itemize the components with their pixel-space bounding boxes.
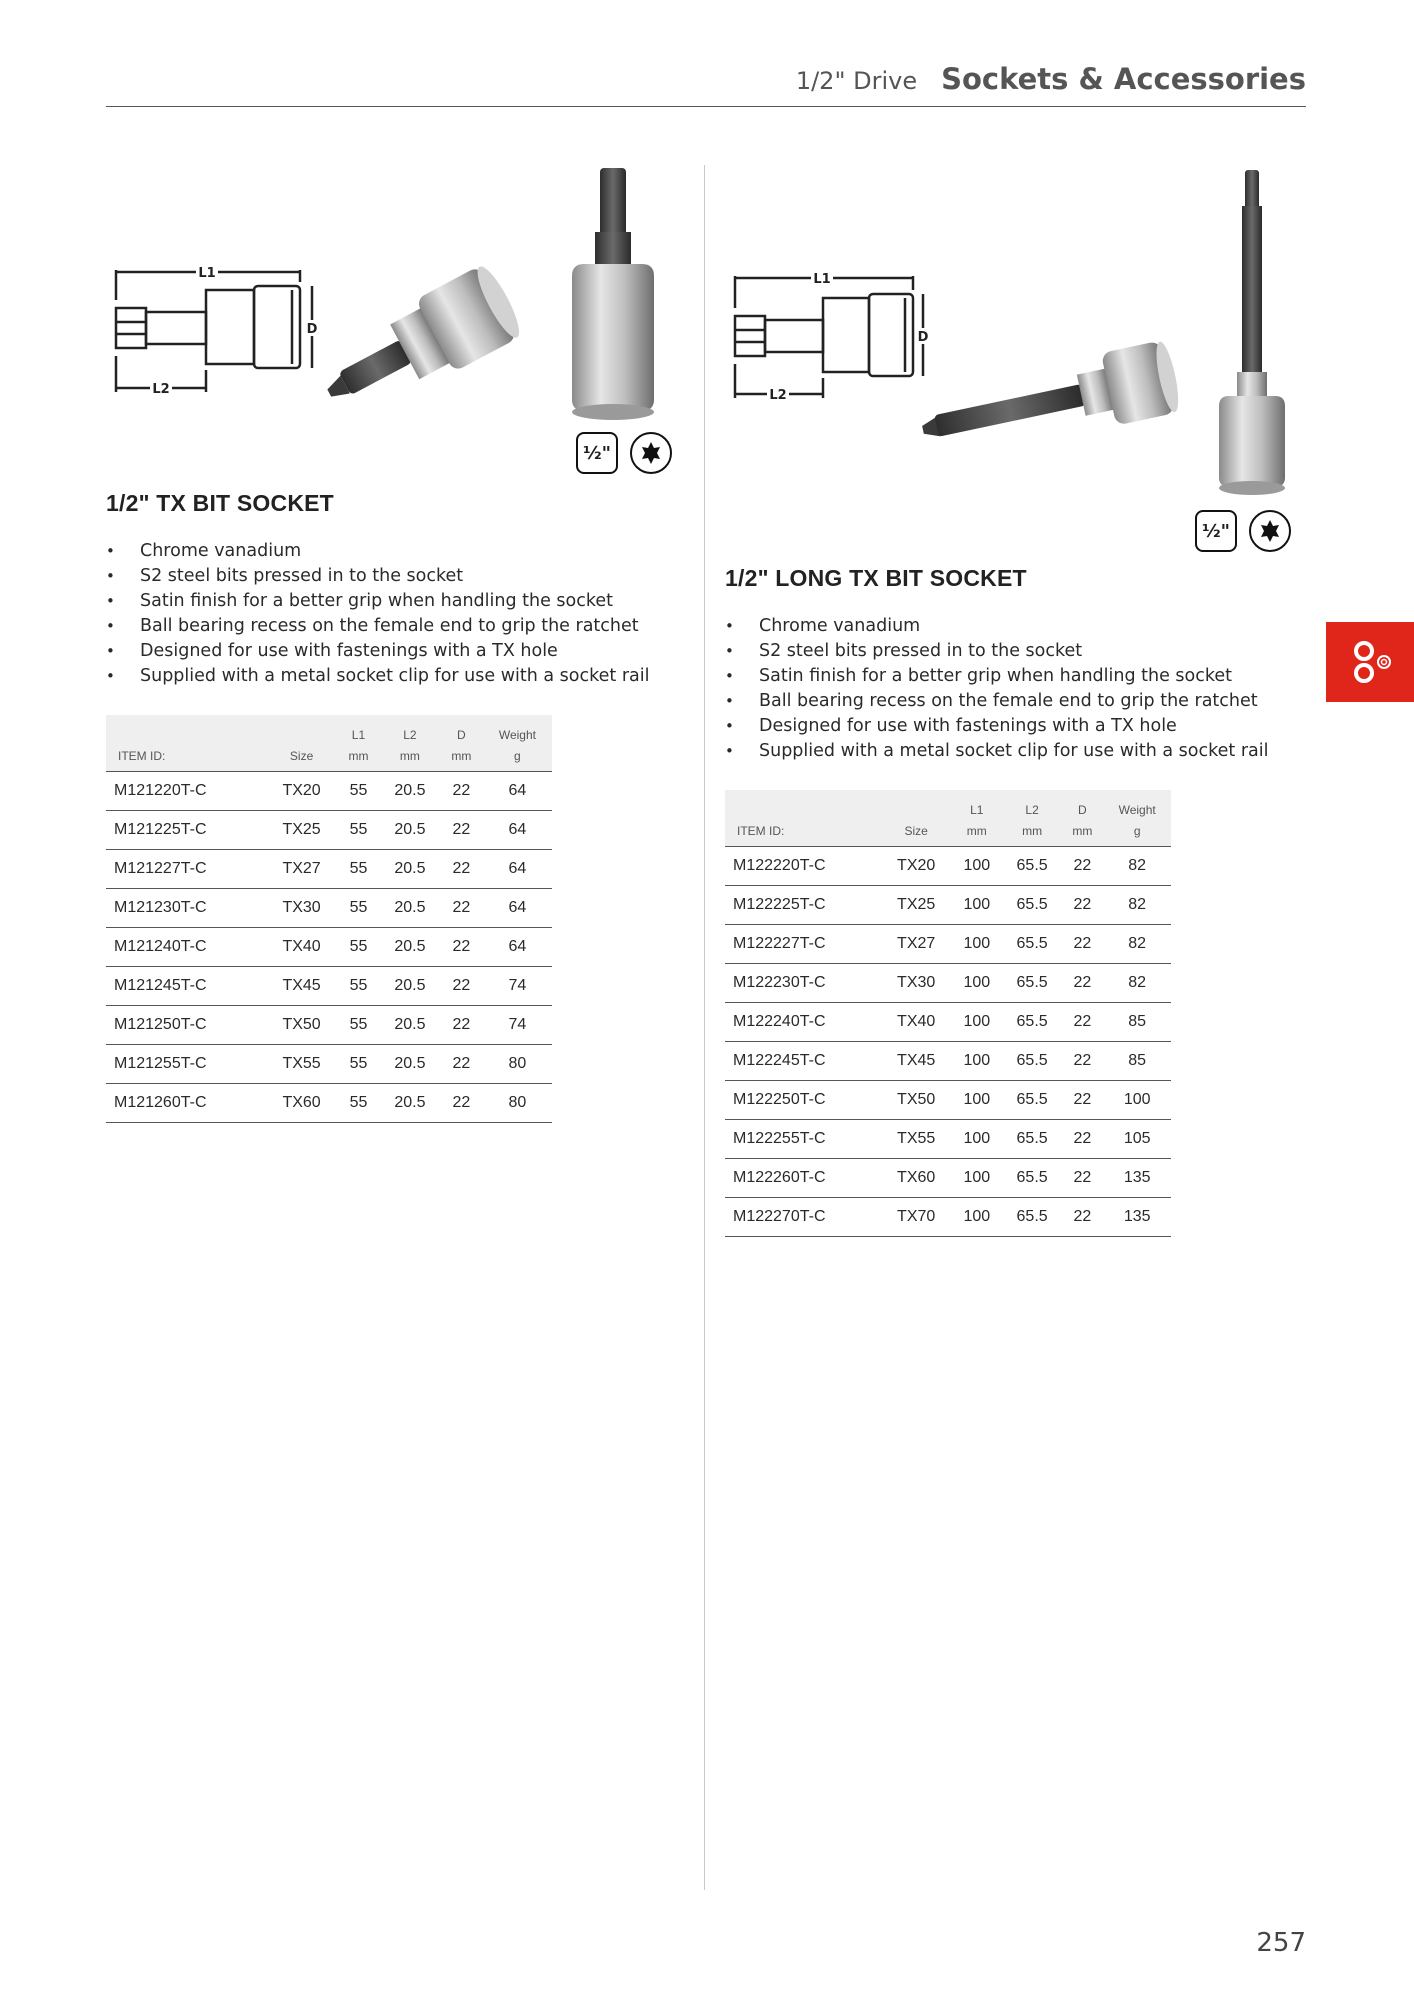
col-header-item-id: ITEM ID: [725, 820, 882, 847]
cell-l2: 20.5 [380, 967, 440, 1006]
cell-l1: 55 [337, 850, 380, 889]
cell-l1: 55 [337, 772, 380, 811]
cell-l1: 55 [337, 1084, 380, 1123]
cell-size: TX70 [882, 1198, 951, 1237]
table-row [725, 1042, 1171, 1081]
cell-l1: 55 [337, 1045, 380, 1084]
col-header-blank [266, 715, 337, 745]
cell-size: TX27 [882, 925, 951, 964]
cell-size: TX25 [266, 811, 337, 850]
cell-id: M121245T-C [106, 967, 266, 1006]
cell-l2: 65.5 [1003, 886, 1062, 925]
table-row [725, 1081, 1171, 1120]
cell-weight: 82 [1103, 964, 1171, 1003]
col-header-blank [882, 790, 951, 820]
cell-l1: 55 [337, 967, 380, 1006]
cell-d: 22 [1061, 1198, 1103, 1237]
cell-id: M121260T-C [106, 1084, 266, 1123]
col-header-l2: L2 [403, 728, 417, 742]
col-unit-g: g [1103, 820, 1171, 847]
cell-id: M122255T-C [725, 1120, 882, 1159]
col-header-d: D [457, 728, 466, 742]
cell-weight: 82 [1103, 886, 1171, 925]
cell-l2: 65.5 [1003, 1081, 1062, 1120]
page-number: 257 [1256, 1928, 1306, 1958]
cell-l1: 100 [951, 925, 1003, 964]
cell-id: M122230T-C [725, 964, 882, 1003]
cell-l1: 100 [951, 847, 1003, 886]
cell-l1: 55 [337, 889, 380, 928]
col-unit-mm: mm [1003, 820, 1062, 847]
table-row [725, 1198, 1171, 1237]
cell-weight: 80 [483, 1045, 552, 1084]
cell-l2: 20.5 [380, 928, 440, 967]
spec-table [725, 790, 1171, 1237]
cell-id: M121240T-C [106, 928, 266, 967]
table-row [106, 1045, 552, 1084]
cell-l2: 20.5 [380, 850, 440, 889]
cell-id: M122227T-C [725, 925, 882, 964]
cell-d: 22 [1061, 1120, 1103, 1159]
feature-item: • Ball bearing recess on the female end to grip the ratchet [106, 614, 686, 639]
col-unit-g: g [483, 745, 552, 772]
long-socket-dimension-drawing [725, 160, 1305, 500]
d-label: D [306, 322, 318, 337]
cell-size: TX27 [266, 850, 337, 889]
l2-label: L2 [769, 388, 787, 403]
feature-item: • Satin finish for a better grip when handling the socket [106, 589, 686, 614]
feature-item: • Satin finish for a better grip when handling the socket [725, 664, 1305, 689]
table-row [725, 1120, 1171, 1159]
cell-size: TX45 [882, 1042, 951, 1081]
cell-d: 22 [440, 928, 483, 967]
cell-id: M122245T-C [725, 1042, 882, 1081]
half-inch-drive-icon: ½" [576, 432, 618, 474]
cell-weight: 64 [483, 850, 552, 889]
cell-weight: 85 [1103, 1003, 1171, 1042]
cell-weight: 64 [483, 772, 552, 811]
col-header-blank [725, 790, 882, 820]
cell-l2: 20.5 [380, 889, 440, 928]
cell-id: M122250T-C [725, 1081, 882, 1120]
col-header-weight: Weight [498, 728, 536, 742]
cell-size: TX40 [266, 928, 337, 967]
cell-l1: 100 [951, 964, 1003, 1003]
cell-weight: 64 [483, 889, 552, 928]
feature-item: • Designed for use with fastenings with a TX hole [106, 639, 686, 664]
spec-table-body [106, 772, 552, 1123]
cell-id: M122260T-C [725, 1159, 882, 1198]
col-header-weight: Weight [1118, 803, 1156, 817]
header-section-title: Sockets & Accessories [941, 62, 1306, 96]
cell-weight: 105 [1103, 1120, 1171, 1159]
product-badges [1195, 510, 1291, 552]
col-unit-mm: mm [1061, 820, 1103, 847]
cell-d: 22 [440, 1084, 483, 1123]
l2-label: L2 [152, 382, 170, 397]
table-row [106, 772, 552, 811]
col-header-size: Size [266, 745, 337, 772]
cell-d: 22 [1061, 1042, 1103, 1081]
feature-item: • S2 steel bits pressed in to the socket [106, 564, 686, 589]
table-row [106, 967, 552, 1006]
cell-size: TX50 [882, 1081, 951, 1120]
cell-id: M122220T-C [725, 847, 882, 886]
d-label: D [917, 330, 929, 345]
sockets-category-icon [1340, 637, 1400, 687]
cell-l1: 55 [337, 928, 380, 967]
cell-size: TX40 [882, 1003, 951, 1042]
cell-l1: 100 [951, 1003, 1003, 1042]
cell-size: TX45 [266, 967, 337, 1006]
table-row [725, 1159, 1171, 1198]
cell-l2: 20.5 [380, 1045, 440, 1084]
product-image-area [106, 160, 686, 490]
spec-table-body [725, 847, 1171, 1237]
feature-item: • Supplied with a metal socket clip for use with a socket rail [106, 664, 686, 689]
table-row [106, 811, 552, 850]
cell-id: M121255T-C [106, 1045, 266, 1084]
cell-d: 22 [440, 1045, 483, 1084]
table-row [725, 1003, 1171, 1042]
table-row [106, 850, 552, 889]
cell-size: TX20 [266, 772, 337, 811]
col-header-size: Size [882, 820, 951, 847]
cell-weight: 135 [1103, 1198, 1171, 1237]
product-image-area [725, 160, 1305, 565]
cell-l1: 55 [337, 1006, 380, 1045]
table-row [725, 925, 1171, 964]
product-title: 1/2" TX BIT SOCKET [106, 490, 334, 516]
table-row [725, 847, 1171, 886]
torx-star-icon [1249, 510, 1291, 552]
product-tx-bit-socket [106, 160, 686, 1123]
torx-star-icon [630, 432, 672, 474]
cell-id: M122240T-C [725, 1003, 882, 1042]
cell-l2: 65.5 [1003, 925, 1062, 964]
cell-size: TX20 [882, 847, 951, 886]
cell-d: 22 [1061, 886, 1103, 925]
col-unit-mm: mm [380, 745, 440, 772]
cell-id: M121230T-C [106, 889, 266, 928]
cell-d: 22 [1061, 847, 1103, 886]
cell-weight: 100 [1103, 1081, 1171, 1120]
col-unit-mm: mm [951, 820, 1003, 847]
page-header [106, 62, 1306, 107]
cell-weight: 64 [483, 811, 552, 850]
cell-weight: 74 [483, 1006, 552, 1045]
table-row [106, 1084, 552, 1123]
cell-size: TX50 [266, 1006, 337, 1045]
cell-d: 22 [440, 811, 483, 850]
cell-size: TX60 [882, 1159, 951, 1198]
col-header-l1: L1 [970, 803, 984, 817]
column-divider [704, 165, 705, 1890]
cell-d: 22 [440, 850, 483, 889]
cell-size: TX30 [882, 964, 951, 1003]
cell-size: TX30 [266, 889, 337, 928]
cell-weight: 82 [1103, 925, 1171, 964]
cell-size: TX25 [882, 886, 951, 925]
cell-l2: 20.5 [380, 772, 440, 811]
col-header-l1: L1 [351, 728, 366, 742]
cell-l2: 65.5 [1003, 847, 1062, 886]
cell-d: 22 [440, 889, 483, 928]
cell-weight: 82 [1103, 847, 1171, 886]
cell-weight: 74 [483, 967, 552, 1006]
feature-item: • Ball bearing recess on the female end to grip the ratchet [725, 689, 1305, 714]
cell-size: TX55 [882, 1120, 951, 1159]
half-inch-drive-icon: ½" [1195, 510, 1237, 552]
cell-l1: 100 [951, 1159, 1003, 1198]
table-row [106, 889, 552, 928]
cell-l1: 100 [951, 1042, 1003, 1081]
table-row [725, 964, 1171, 1003]
cell-weight: 64 [483, 928, 552, 967]
cell-l2: 65.5 [1003, 964, 1062, 1003]
col-unit-mm: mm [337, 745, 380, 772]
product-badges [576, 432, 672, 474]
col-header-l2: L2 [1025, 803, 1039, 817]
spec-table [106, 715, 552, 1123]
cell-l2: 65.5 [1003, 1159, 1062, 1198]
feature-item: • Supplied with a metal socket clip for use with a socket rail [725, 739, 1305, 764]
cell-l1: 55 [337, 811, 380, 850]
cell-l2: 20.5 [380, 1006, 440, 1045]
cell-d: 22 [440, 772, 483, 811]
category-tab[interactable] [1326, 622, 1414, 702]
table-row [725, 886, 1171, 925]
cell-l2: 65.5 [1003, 1198, 1062, 1237]
col-unit-mm: mm [440, 745, 483, 772]
cell-l2: 65.5 [1003, 1003, 1062, 1042]
col-header-item-id: ITEM ID: [106, 745, 266, 772]
cell-d: 22 [1061, 1003, 1103, 1042]
cell-l2: 20.5 [380, 811, 440, 850]
cell-l1: 100 [951, 1120, 1003, 1159]
cell-id: M121227T-C [106, 850, 266, 889]
feature-list [725, 614, 1305, 764]
cell-weight: 80 [483, 1084, 552, 1123]
l1-label: L1 [813, 272, 831, 287]
feature-item: • Designed for use with fastenings with a TX hole [725, 714, 1305, 739]
col-header-blank [106, 715, 266, 745]
product-long-tx-bit-socket [725, 160, 1305, 1237]
cell-size: TX60 [266, 1084, 337, 1123]
table-row [106, 928, 552, 967]
cell-id: M122270T-C [725, 1198, 882, 1237]
cell-d: 22 [1061, 964, 1103, 1003]
cell-l1: 100 [951, 1081, 1003, 1120]
cell-size: TX55 [266, 1045, 337, 1084]
header-drive: 1/2" Drive [795, 67, 918, 95]
cell-weight: 135 [1103, 1159, 1171, 1198]
cell-l2: 20.5 [380, 1084, 440, 1123]
cell-d: 22 [1061, 1159, 1103, 1198]
l1-label: L1 [198, 266, 216, 281]
table-row [106, 1006, 552, 1045]
cell-id: M122225T-C [725, 886, 882, 925]
feature-item: • Chrome vanadium [106, 539, 686, 564]
product-title: 1/2" LONG TX BIT SOCKET [725, 565, 1027, 591]
cell-l2: 65.5 [1003, 1120, 1062, 1159]
cell-d: 22 [440, 1006, 483, 1045]
cell-id: M121250T-C [106, 1006, 266, 1045]
cell-l1: 100 [951, 1198, 1003, 1237]
cell-weight: 85 [1103, 1042, 1171, 1081]
cell-l1: 100 [951, 886, 1003, 925]
cell-id: M121220T-C [106, 772, 266, 811]
cell-d: 22 [440, 967, 483, 1006]
socket-dimension-drawing [106, 160, 686, 460]
cell-d: 22 [1061, 1081, 1103, 1120]
cell-id: M121225T-C [106, 811, 266, 850]
cell-l2: 65.5 [1003, 1042, 1062, 1081]
cell-d: 22 [1061, 925, 1103, 964]
col-header-d: D [1078, 803, 1087, 817]
feature-item: • Chrome vanadium [725, 614, 1305, 639]
feature-item: • S2 steel bits pressed in to the socket [725, 639, 1305, 664]
feature-list [106, 539, 686, 689]
